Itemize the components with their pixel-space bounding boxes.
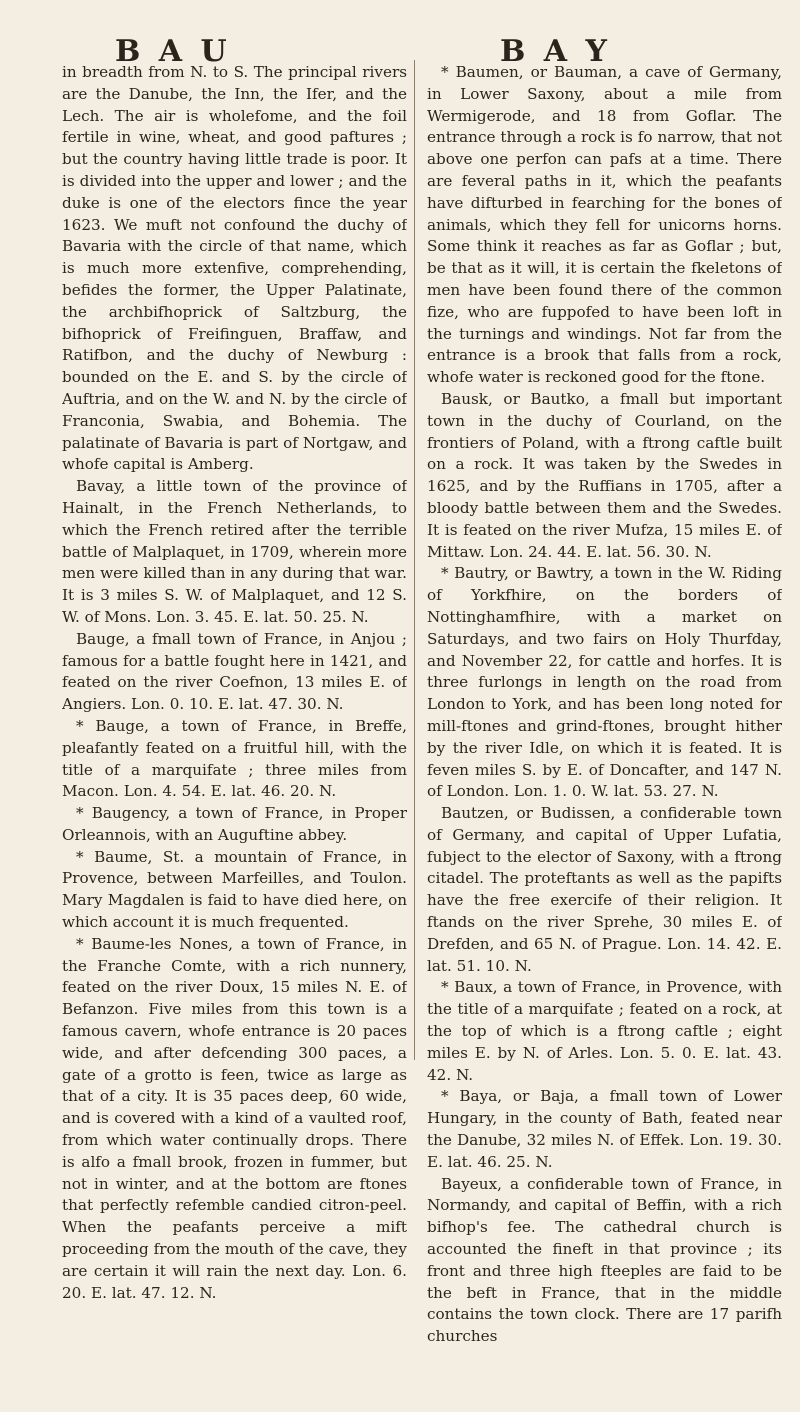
entry-baux: * Baux, a town of France, in Provence, with the title of a marquifate ; feated on a rock, at the top of which is a ftrong caftle ; eight miles E. by N. of Arles. Lon. 5. 0. E. lat. 43. 42. N.	[427, 978, 782, 1084]
entry-baumen: * Baumen, or Bauman, a cave of Germany, in Lower Saxony, about a mile from Wermigerode, and 18 from Goflar. The entrance through a rock is fo narrow, that not above one perfon can pafs at a time. There are feveral paths in it, which the peafants have difturbed in fearching for the bones of animals, which they fell for unicorns horns. Some think it reaches as far as Goflar ; but, be that as it will, it is certain the fkeletons of men have been found there of the common fize, who are fuppofed to have been loft in the turnings and windings. Not far from the entrance is a brook that falls from a rock, whofe water is reckoned good for the ftone.	[427, 63, 782, 387]
entry-baugency: * Baugency, a town of France, in Proper Orleannois, with an Auguftine abbey.	[62, 804, 407, 844]
entry-baume-les-nones: * Baume-les Nones, a town of France, in the Franche Comte, with a rich nunnery, feated on the river Doux, 15 miles N. E. of Befanzon. Five miles from this town is a famous cavern, whofe entrance is 20 paces wide, and after defcending 300 paces, a gate of a grotto is feen, twice as large as that of a city. It is 35 paces deep, 60 wide, and is covered with a kind of a vaulted roof, from which water continually drops. There is alfo a fmall brook, frozen in fummer, but not in winter, and at the bottom are ftones that perfectly refemble candied citron-peel. When the peafants perceive a mift proceeding from the mouth of the cave, they are certain it will rain the next day. Lon. 6. 20. E. lat. 47. 12. N.	[62, 934, 407, 1302]
entry-baume-st: * Baume, St. a mountain of France, in Provence, between Marfeilles, and Toulon. Mary Magdalen is faid to have died here, on which account it is much frequented.	[62, 847, 407, 932]
entry-bauge-breffe: * Bauge, a town of France, in Breffe, pleafantly feated on a fruitful hill, with the title of a marquifate ; three miles from Macon. Lon. 4. 54. E. lat. 46. 20. N.	[62, 716, 407, 801]
entry-bauge: Bauge, a fmall town of France, in Anjou ; famous for a battle fought here in 1421, and feated on the river Coefnon, 13 miles E. of Angiers. Lon. 0. 10. E. lat. 47. 30. N.	[62, 629, 407, 714]
entry-bautry: * Bautry, or Bawtry, a town in the W. Riding of Yorkfhire, on the borders of Nottinghamfhire, with a market on Saturdays, and two fairs on Holy Thurfday, and November 22, for cattle and horfes. It is three furlongs in length on the road from London to York, and has been long noted for mill-ftones and grind-ftones, brought hither by the river Idle, on which it is feated. It is feven miles S. by E. of Doncafter, and 147 N. of London. Lon. 1. 0. W. lat. 53. 27. N.	[427, 564, 782, 801]
entry-bavay: Bavay, a little town of the province of Hainalt, in the French Netherlands, to which the French retired after the terrible battle of Malplaquet, in 1709, wherein more men were killed than in any during that war. It is 3 miles S. W. of Malplaquet, and 12 S. W. of Mons. Lon. 3. 45. E. lat. 50. 25. N.	[62, 477, 407, 626]
entry-bavaria-continued: in breadth from N. to S. The principal rivers are the Danube, the Inn, the Ifer, and the Lech. The air is wholefome, and the foil fertile in wine, wheat, and good paftures ; but the country having little trade is poor. It is divided into the upper and lower ; and the duke is one of the electors fince the year 1623. We muft not confound the duchy of Bavaria with the circle of that name, which is much more extenfive, comprehending, befides the former, the Upper Palatinate, the archbifhoprick of Saltzburg, the bifhoprick of Freifinguen, Braffaw, and Ratifbon, and the duchy of Newburg : bounded on the E. and S. by the circle of Auftria, and on the W. and N. by the circle of Franconia, Swabia, and Bohemia. The palatinate of Bavaria is part of Nortgaw, and whofe capital is Amberg.	[62, 63, 407, 474]
entry-bausk: Bausk, or Bautko, a fmall but important town in the duchy of Courland, on the frontiers of Poland, with a ftrong caftle built on a rock. It was taken by the Swedes in 1625, and by the Ruffians in 1705, after a bloody battle between them and the Swedes. It is feated on the river Mufza, 15 miles E. of Mittaw. Lon. 24. 44. E. lat. 56. 30. N.	[427, 389, 782, 561]
left-column	[62, 62, 407, 1304]
running-head-left: B A U	[115, 34, 231, 69]
column-divider	[414, 60, 415, 1060]
entry-bautzen: Bautzen, or Budissen, a confiderable town of Germany, and capital of Upper Lufatia, fubject to the elector of Saxony, with a ftrong citadel. The proteftants as well as the papifts have the free exercife of their religion. It ftands on the river Sprehe, 30 miles E. of Drefden, and 65 N. of Prague. Lon. 14. 42. E. lat. 51. 10. N.	[427, 804, 782, 975]
entry-baya: * Baya, or Baja, a fmall town of Lower Hungary, in the county of Bath, feated near the Danube, 32 miles N. of Effek. Lon. 19. 30. E. lat. 46. 25. N.	[427, 1087, 782, 1171]
right-column	[427, 62, 782, 1348]
entry-bayeux: Bayeux, a confiderable town of France, in Normandy, and capital of Beffin, with a rich bifhop's fee. The cathedral church is accounted the fineft in that province ; its front and three high fteeples are faid to be the beft in France, that in the middle contains the town clock. There are 17 parifh churches	[427, 1174, 782, 1346]
running-head-right: B A Y	[500, 34, 611, 69]
